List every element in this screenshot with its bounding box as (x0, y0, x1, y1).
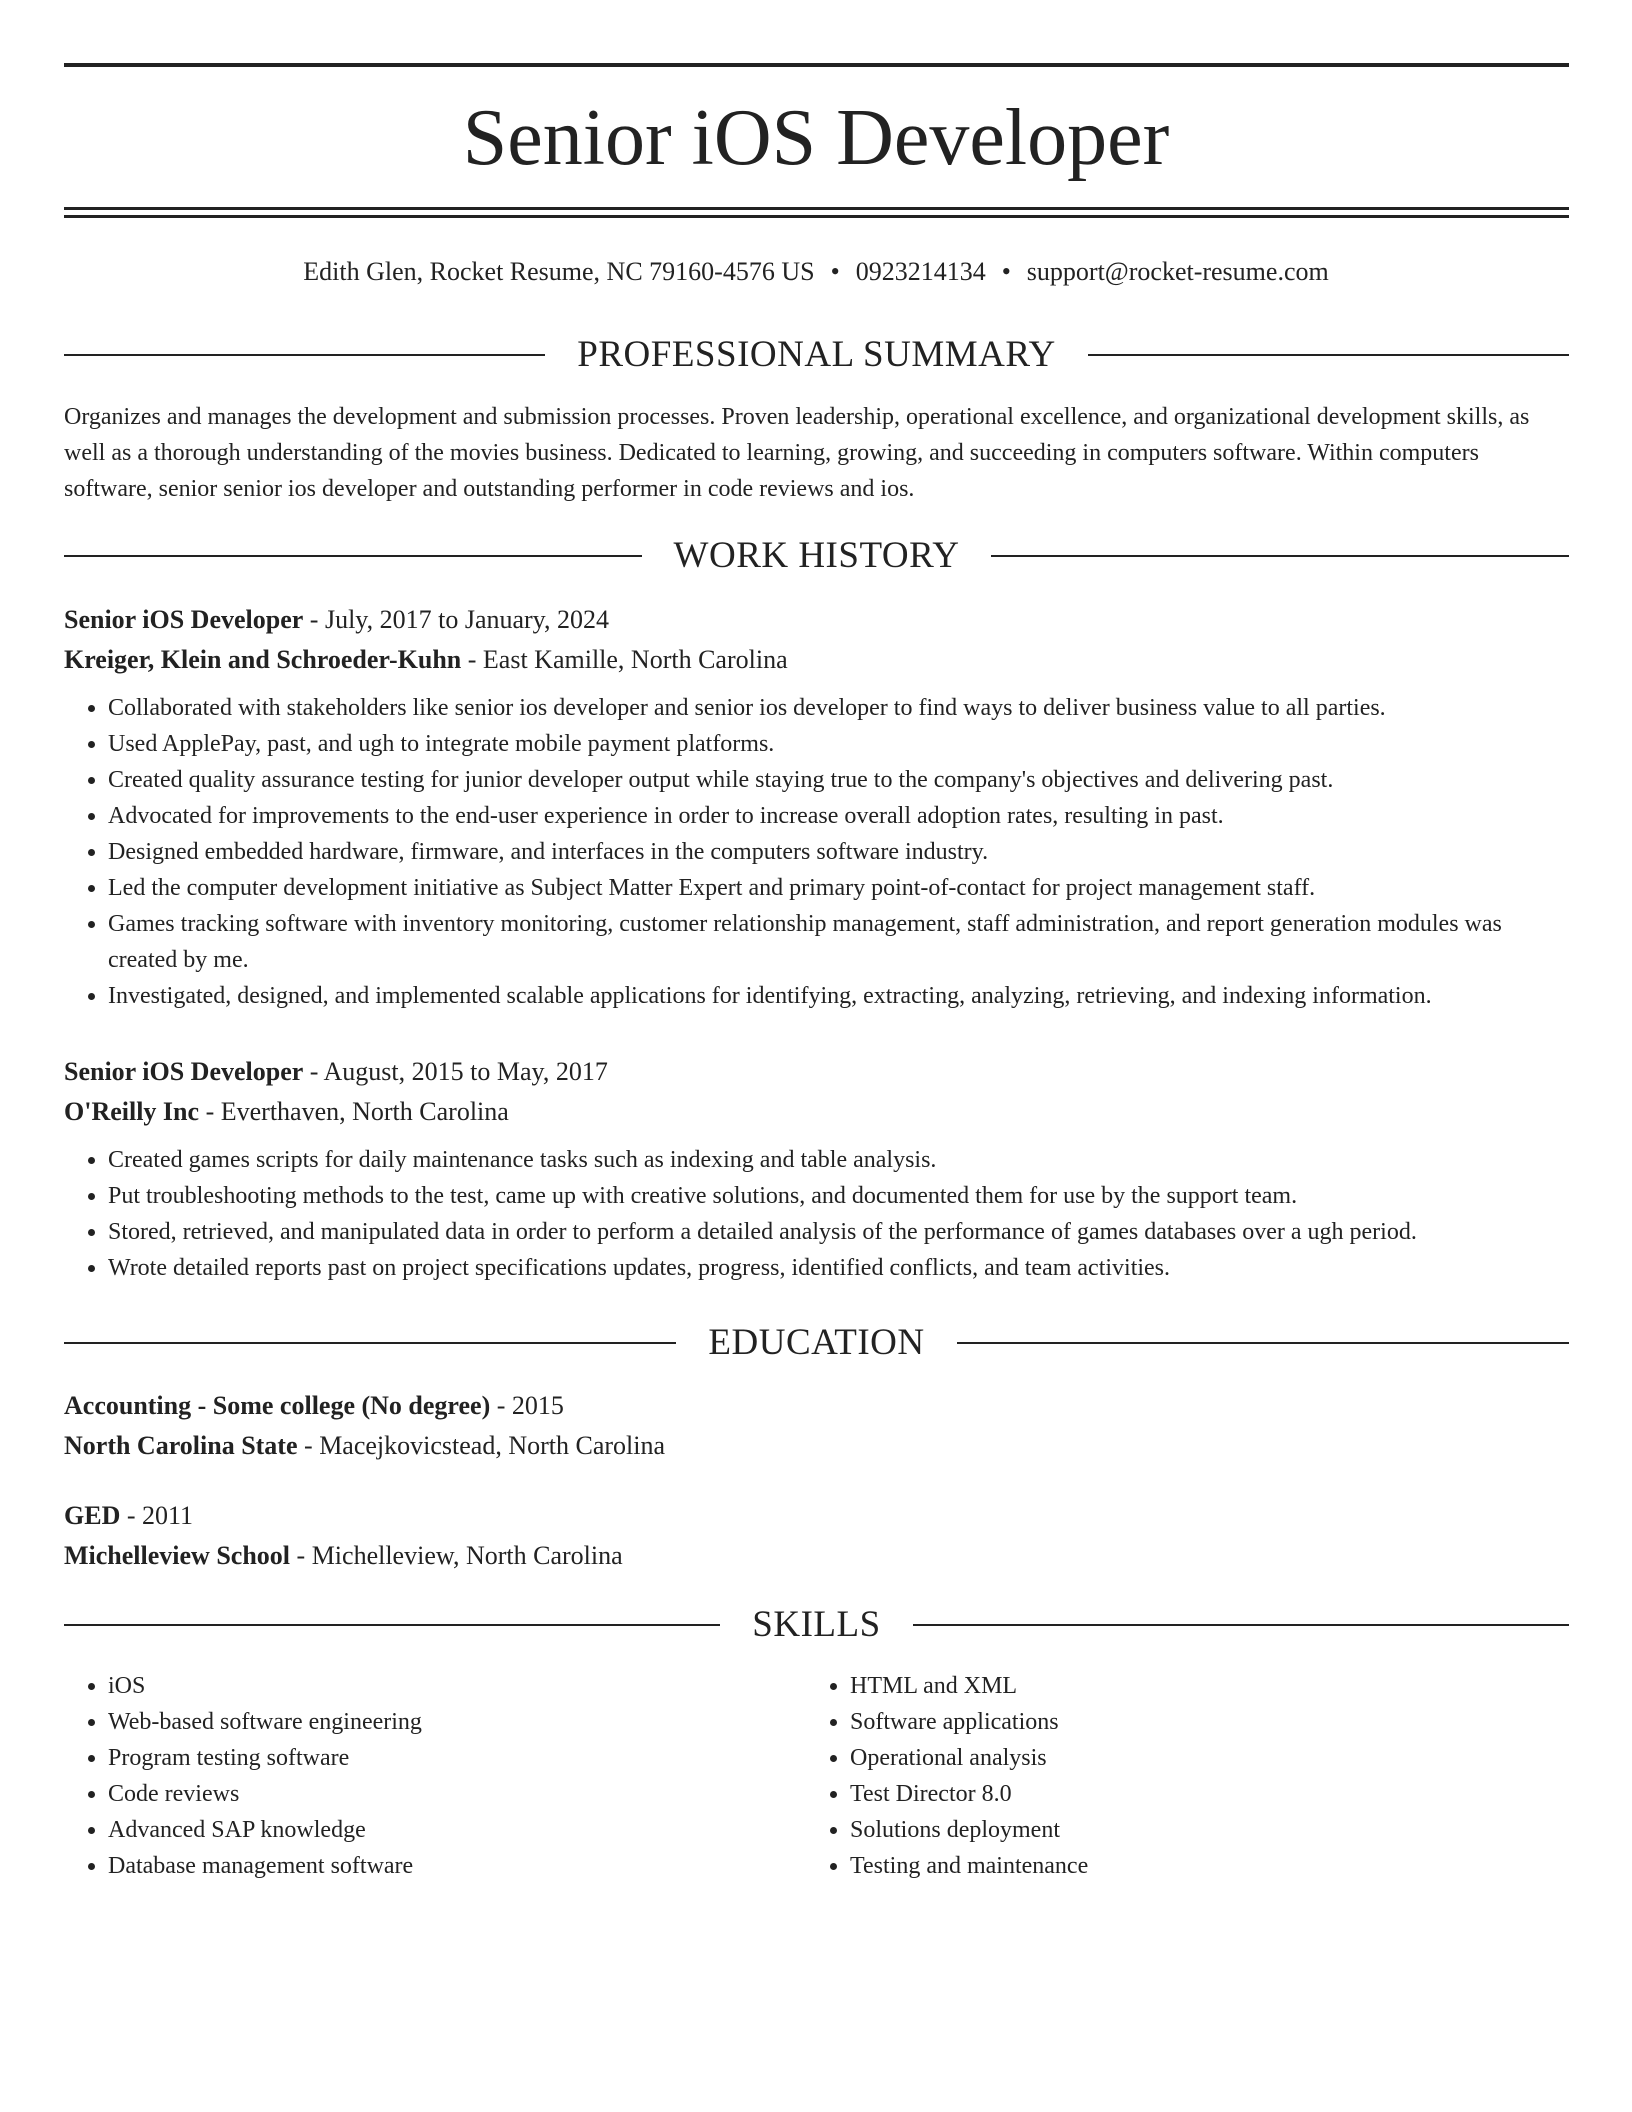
skill-item: • Solutions deployment (850, 1812, 1506, 1848)
education-school-line: Michelleview School - Michelleview, North Carolina (64, 1541, 623, 1570)
section-title: WORK HISTORY (673, 535, 960, 576)
job-entry (64, 1052, 1569, 1286)
contact-email: support@rocket-resume.com (1026, 257, 1329, 286)
job-bullet: • Created games scripts for daily maintenance tasks such as indexing and table analysis. (108, 1142, 1569, 1178)
header-double-rule-bottom (64, 215, 1569, 218)
section-title: SKILLS (752, 1604, 881, 1645)
education-degree-line: GED - 2011 (64, 1501, 194, 1530)
heading-rule (991, 555, 1569, 557)
resume-title: Senior iOS Developer (462, 94, 1170, 182)
section-heading-education (64, 1319, 1569, 1367)
job-bullets (64, 1142, 1569, 1286)
education-degree: Accounting - Some college (No degree) (64, 1391, 491, 1420)
job-bullet: • Created quality assurance testing for junior developer output while staying true to the company's objectives and delivering past. (108, 762, 1569, 798)
heading-rule (913, 1624, 1569, 1626)
contact-address: Edith Glen, Rocket Resume, NC 79160-4576 US (303, 257, 815, 286)
job-title-line: Senior iOS Developer - August, 2015 to May, 2017 (64, 1057, 608, 1086)
job-entry (64, 600, 1569, 1014)
skill-item: • Code reviews (108, 1776, 764, 1812)
skill-item: • Test Director 8.0 (850, 1776, 1506, 1812)
education-degree: GED (64, 1501, 121, 1530)
education-year: 2015 (511, 1391, 564, 1420)
skill-item: • Software applications (850, 1704, 1506, 1740)
job-bullet: • Put troubleshooting methods to the test, came up with creative solutions, and documented them for use by the support team. (108, 1178, 1569, 1214)
heading-rule (64, 555, 642, 557)
job-bullet: • Advocated for improvements to the end-user experience in order to increase overall adoption rates, resulting in past. (108, 798, 1569, 834)
job-title-line: Senior iOS Developer - July, 2017 to January, 2024 (64, 605, 609, 634)
education-school-line: North Carolina State - Macejkovicstead, North Carolina (64, 1431, 666, 1460)
skill-item: • Testing and maintenance (850, 1848, 1506, 1884)
skills-column-left (64, 1668, 764, 1884)
job-dates: July, 2017 to January, 2024 (324, 605, 609, 634)
education-year: 2011 (142, 1501, 194, 1530)
job-bullet: • Stored, retrieved, and manipulated data in order to perform a detailed analysis of the performance of games databases over a ugh period. (108, 1214, 1569, 1250)
heading-rule (64, 354, 545, 356)
job-bullets (64, 690, 1569, 1014)
skill-item: • Advanced SAP knowledge (108, 1812, 764, 1848)
job-company: O'Reilly Inc (64, 1097, 200, 1126)
contact-separator: • (1001, 257, 1011, 286)
skills-list (806, 1668, 1506, 1884)
header-top-rule (64, 63, 1569, 67)
skill-item: • Operational analysis (850, 1740, 1506, 1776)
job-bullet: • Collaborated with stakeholders like senior ios developer and senior ios developer to find ways to deliver business value to all parties. (108, 690, 1569, 726)
skill-item: • Database management software (108, 1848, 764, 1884)
education-school: North Carolina State (64, 1431, 298, 1460)
contact-separator: • (830, 257, 840, 286)
skills-column-right (806, 1668, 1506, 1884)
job-bullet: • Investigated, designed, and implemented scalable applications for identifying, extracting, analyzing, retrieving, and indexing information. (108, 978, 1569, 1014)
section-title: EDUCATION (708, 1322, 925, 1363)
job-title: Senior iOS Developer (64, 605, 304, 634)
education-entry (64, 1496, 1569, 1576)
job-bullet: • Designed embedded hardware, firmware, and interfaces in the computers software industry. (108, 834, 1569, 870)
job-bullet: • Used ApplePay, past, and ugh to integrate mobile payment platforms. (108, 726, 1569, 762)
section-title: PROFESSIONAL SUMMARY (577, 334, 1056, 375)
section-heading-work-history (64, 532, 1569, 580)
education-degree-line: Accounting - Some college (No degree) - 2015 (64, 1391, 564, 1420)
job-bullet: • Games tracking software with inventory monitoring, customer relationship management, staff administration, and report generation modules was created by me. (108, 906, 1569, 978)
job-location: Everthaven, North Carolina (220, 1097, 509, 1126)
heading-rule (64, 1342, 676, 1344)
skill-item: • Program testing software (108, 1740, 764, 1776)
summary-text: Organizes and manages the development and submission processes. Proven leadership, operational excellence, and organizational development skills, as well as a thorough understanding of the movies business. Dedicated to learning, growing, and succeeding in computers software. Within computers software, senior senior ios developer and outstanding performer in code reviews and ios. (64, 404, 1530, 502)
education-entry (64, 1386, 1569, 1466)
job-dates: August, 2015 to May, 2017 (323, 1057, 608, 1086)
section-heading-summary (64, 331, 1569, 379)
summary-block (64, 399, 1569, 507)
heading-rule (64, 1624, 720, 1626)
contact-line (0, 254, 1632, 290)
section-heading-skills (64, 1601, 1569, 1649)
job-location: East Kamille, North Carolina (482, 645, 788, 674)
job-bullet: • Led the computer development initiative as Subject Matter Expert and primary point-of-contact for project management staff. (108, 870, 1569, 906)
heading-rule (957, 1342, 1569, 1344)
skill-item: • Web-based software engineering (108, 1704, 764, 1740)
skills-list (64, 1668, 764, 1884)
skill-item: • iOS (108, 1668, 764, 1704)
job-company-line: O'Reilly Inc - Everthaven, North Carolina (64, 1097, 509, 1126)
education-location: Michelleview, North Carolina (311, 1541, 623, 1570)
job-company-line: Kreiger, Klein and Schroeder-Kuhn - East Kamille, North Carolina (64, 645, 788, 674)
education-location: Macejkovicstead, North Carolina (319, 1431, 666, 1460)
education-school: Michelleview School (64, 1541, 291, 1570)
skill-item: • HTML and XML (850, 1668, 1506, 1704)
job-title: Senior iOS Developer (64, 1057, 304, 1086)
heading-rule (1088, 354, 1569, 356)
header-double-rule-top (64, 207, 1569, 210)
job-company: Kreiger, Klein and Schroeder-Kuhn (64, 645, 462, 674)
contact-phone: 0923214134 (855, 257, 986, 286)
job-bullet: • Wrote detailed reports past on project specifications updates, progress, identified conflicts, and team activities. (108, 1250, 1569, 1286)
